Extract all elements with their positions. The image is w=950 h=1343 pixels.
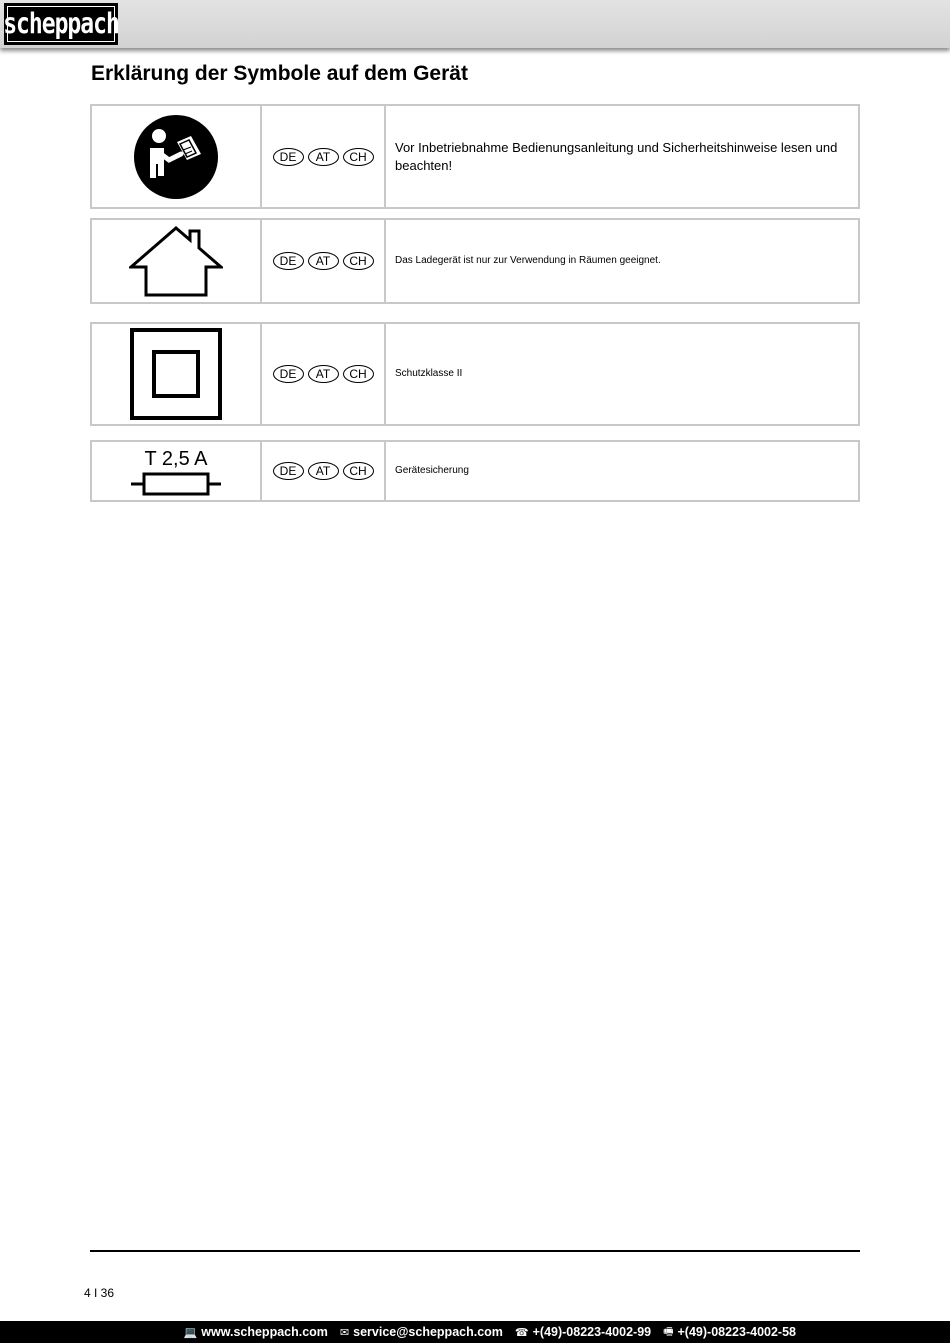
indoor-use-house-icon (129, 225, 223, 297)
logo-text: scheppach (3, 7, 119, 41)
country-codes (262, 442, 386, 500)
symbol-description-cell (386, 220, 858, 302)
symbol-row (90, 218, 860, 304)
page-number: 4 I 36 (84, 1286, 115, 1300)
symbol-cell (92, 442, 262, 500)
scheppach-logo[interactable] (4, 3, 118, 45)
symbol-cell (92, 106, 262, 207)
country-codes (262, 106, 386, 207)
country-badge-de: DE (273, 462, 304, 480)
contact-bar (0, 1321, 950, 1343)
symbol-description-cell (386, 106, 858, 207)
country-badge-ch: CH (343, 365, 374, 383)
read-manual-icon (133, 114, 219, 200)
country-codes (262, 220, 386, 302)
symbol-description: Das Ladegerät ist nur zur Verwendung in Räumen geeignet. (395, 255, 661, 266)
telephone-icon: ☎ (514, 1326, 529, 1339)
country-badge-ch: CH (343, 252, 374, 270)
symbol-row (90, 322, 860, 426)
envelope-icon: ✉ (339, 1326, 350, 1339)
footer-divider (90, 1250, 860, 1252)
country-codes (262, 324, 386, 424)
country-badge-ch: CH (343, 462, 374, 480)
computer-icon: 💻 (183, 1326, 198, 1339)
country-badge-de: DE (273, 365, 304, 383)
phone-link[interactable] (515, 1325, 651, 1339)
symbol-row (90, 440, 860, 502)
fax-text: +(49)-08223-4002-58 (677, 1325, 796, 1339)
fuse-icon (129, 443, 223, 499)
page-title: Erklärung der Symbole auf dem Gerät (91, 62, 468, 85)
symbol-description: Schutzklasse II (395, 368, 463, 379)
country-badge-de: DE (273, 252, 304, 270)
symbol-description: Vor Inbetriebnahme Bedienungsanleitung und Sicherheitshinweise lesen und beachten! (395, 139, 838, 173)
symbol-description-cell (386, 442, 858, 500)
symbol-row (90, 104, 860, 209)
phone-text: +(49)-08223-4002-99 (532, 1325, 652, 1339)
email-text: service@scheppach.com (353, 1325, 503, 1339)
protection-class-ii-icon (130, 328, 222, 420)
fax-icon: 🖷 (663, 1325, 674, 1338)
website-link[interactable] (184, 1325, 328, 1339)
symbol-description: Gerätesicherung (395, 465, 469, 476)
country-badge-at: AT (308, 365, 339, 383)
website-text: www.scheppach.com (201, 1325, 328, 1339)
fax-link[interactable] (663, 1323, 796, 1342)
country-badge-at: AT (308, 462, 339, 480)
fuse-rating-label: T 2,5 A (144, 448, 208, 470)
country-badge-ch: CH (343, 148, 374, 166)
header-band (0, 0, 950, 48)
email-link[interactable] (340, 1325, 503, 1339)
symbol-cell (92, 324, 262, 424)
country-badge-at: AT (308, 148, 339, 166)
symbol-cell (92, 220, 262, 302)
country-badge-at: AT (308, 252, 339, 270)
country-badge-de: DE (273, 148, 304, 166)
symbol-description-cell (386, 324, 858, 424)
